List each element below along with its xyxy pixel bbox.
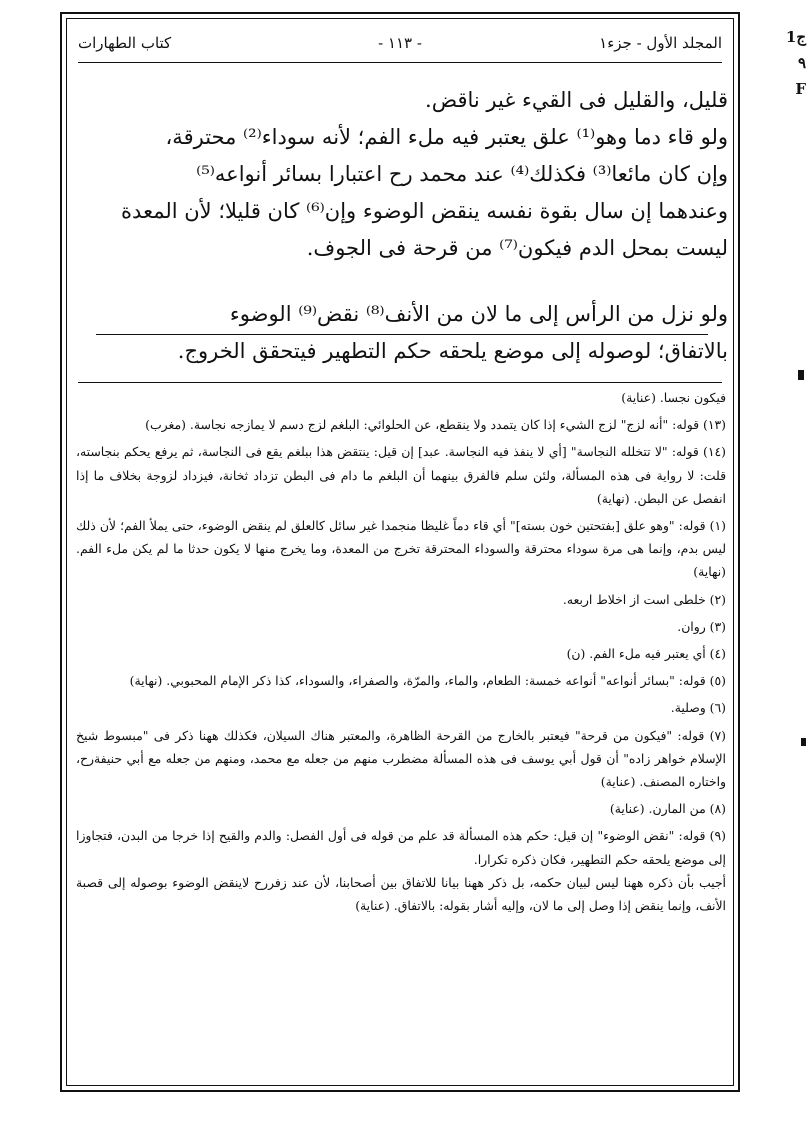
footnote: (٤) أي يعتبر فيه ملء الفم. (ن)	[566, 646, 726, 662]
footnotes	[76, 386, 726, 921]
margin-marks	[776, 24, 806, 102]
footnote: (٣) روان.	[677, 618, 726, 634]
scan-speck	[798, 370, 804, 380]
footnote: (١) قوله: "وهو علق [بفتحتين خون بسته]" أي قاء دماً غليظا منجمدا غير سائل كالعلق لم ينقض الوضوء، حتى يملأ الفم؛ لأن ذلك ليس بدم، وإنما هى مرة سوداء محترقة والسوداء المحترقة تخرج من المعدة، وما يخرج منها لا يكون حدثا ما لم يكن ملء الفم. (نهاية)	[76, 518, 726, 580]
margin-mark: F	[795, 80, 806, 98]
book-title: كتاب الطهارات	[78, 34, 172, 52]
main-line: ليست بمحل الدم فيكون⁽⁷⁾ من قرحة فى الجوف.	[306, 236, 728, 260]
footnote: (١٣) قوله: "أنه لزج" لزج الشيء إذا كان يتمدد ولا ينقطع، عن الحلوائي: البلغم لزج دسم لا يمازجه نجاسة. (مغرب)	[145, 417, 726, 433]
main-text-block-2	[80, 296, 728, 370]
volume-label: المجلد الأول - جزء١	[599, 34, 722, 52]
main-text-block	[80, 82, 728, 267]
scan-speck	[801, 738, 806, 746]
margin-mark: 1ج	[785, 28, 806, 46]
main-line: وإن كان مائعا⁽³⁾ فكذلك⁽⁴⁾ عند محمد رح اعتبارا بسائر أنواعه⁽⁵⁾	[196, 162, 728, 186]
main-line: ولو نزل من الرأس إلى ما لان من الأنف⁽⁸⁾ نقض⁽⁹⁾ الوضوء	[229, 302, 728, 326]
footnote: (٥) قوله: "بسائر أنواعه" أنواعه خمسة: الطعام، والماء، والمرّة، والصفراء، والسوداء، كذا ذكر الإمام المحبوبي. (نهاية)	[129, 673, 726, 689]
footnote: فيكون نجسا. (عناية)	[621, 390, 726, 405]
footnote: (١٤) قوله: "لا تتخلله النجاسة" [أي لا ينفذ فيه النجاسة. عبد] إن قيل: ينتقض هذا ببلغم يقع فى النجاسة، ثم يرفع يحكم بنجاسته، قلت: لا رواية فى هذه المسألة، ولئن سلم فالفرق بينهما أن البلغم ما دام فى البطن تزداد ثخانة، فيزداد لزوجة بخلاف ما إذا انفصل عن البطن. (نهاية)	[76, 444, 726, 506]
page-number: - ١١٣ -	[378, 34, 422, 52]
footnote: (٢) خلطى است از اخلاط اربعه.	[562, 591, 726, 607]
page-header	[78, 30, 722, 58]
notes-divider	[78, 382, 722, 383]
footnote: (٩) قوله: "نقض الوضوء" إن قيل: حكم هذه المسألة قد علم من قوله فى أول الفصل: والدم والقيح إذا خرجا من البدن، فتجاوزا إلى موضع يلحقه حكم التطهير، فكان ذكره تكرارا.	[76, 828, 726, 867]
footnote: (٦) وصلية.	[670, 700, 726, 716]
main-line: قليل، والقليل فى القيء غير ناقض.	[425, 88, 728, 112]
footnote: أجيب بأن ذكره ههنا ليس لبيان حكمه، بل ذكر ههنا بيانا للاتفاق بين أصحابنا، لأن عند زفررح لاينقض الوضوء بوصوله إلى قصبة الأنف، وإنما ينقض إذا وصل إلى ما لان، وإليه أشار بقوله: بالاتفاق. (عناية)	[76, 874, 726, 914]
main-line: ولو قاء دما وهو⁽¹⁾ علق يعتبر فيه ملء الفم؛ لأنه سوداء⁽²⁾ محترقة،	[165, 125, 728, 149]
margin-mark: ٩	[797, 54, 806, 72]
main-line: وعندهما إن سال بقوة نفسه ينقض الوضوء وإن⁽⁶⁾ كان قليلا؛ لأن المعدة	[121, 199, 728, 223]
footnote: (٧) قوله: "فيكون من قرحة" فيعتبر بالخارج من القرحة الظاهرة، والمعتبر هناك السيلان، فكذلك ههنا ذكر فى "مبسوط شيخ الإسلام خواهر زاده" أن قول أبي يوسف فى هذه المسألة مضطرب منهم من جعله مع محمد، ومنهم من جعله مع أبي حنيفةرح، واختاره المصنف. (عناية)	[76, 727, 726, 790]
header-divider	[78, 62, 722, 63]
main-line: بالاتفاق؛ لوصوله إلى موضع يلحقه حكم التطهير فيتحقق الخروج.	[177, 339, 728, 363]
footnote: (٨) من المارن. (عناية)	[609, 801, 726, 817]
